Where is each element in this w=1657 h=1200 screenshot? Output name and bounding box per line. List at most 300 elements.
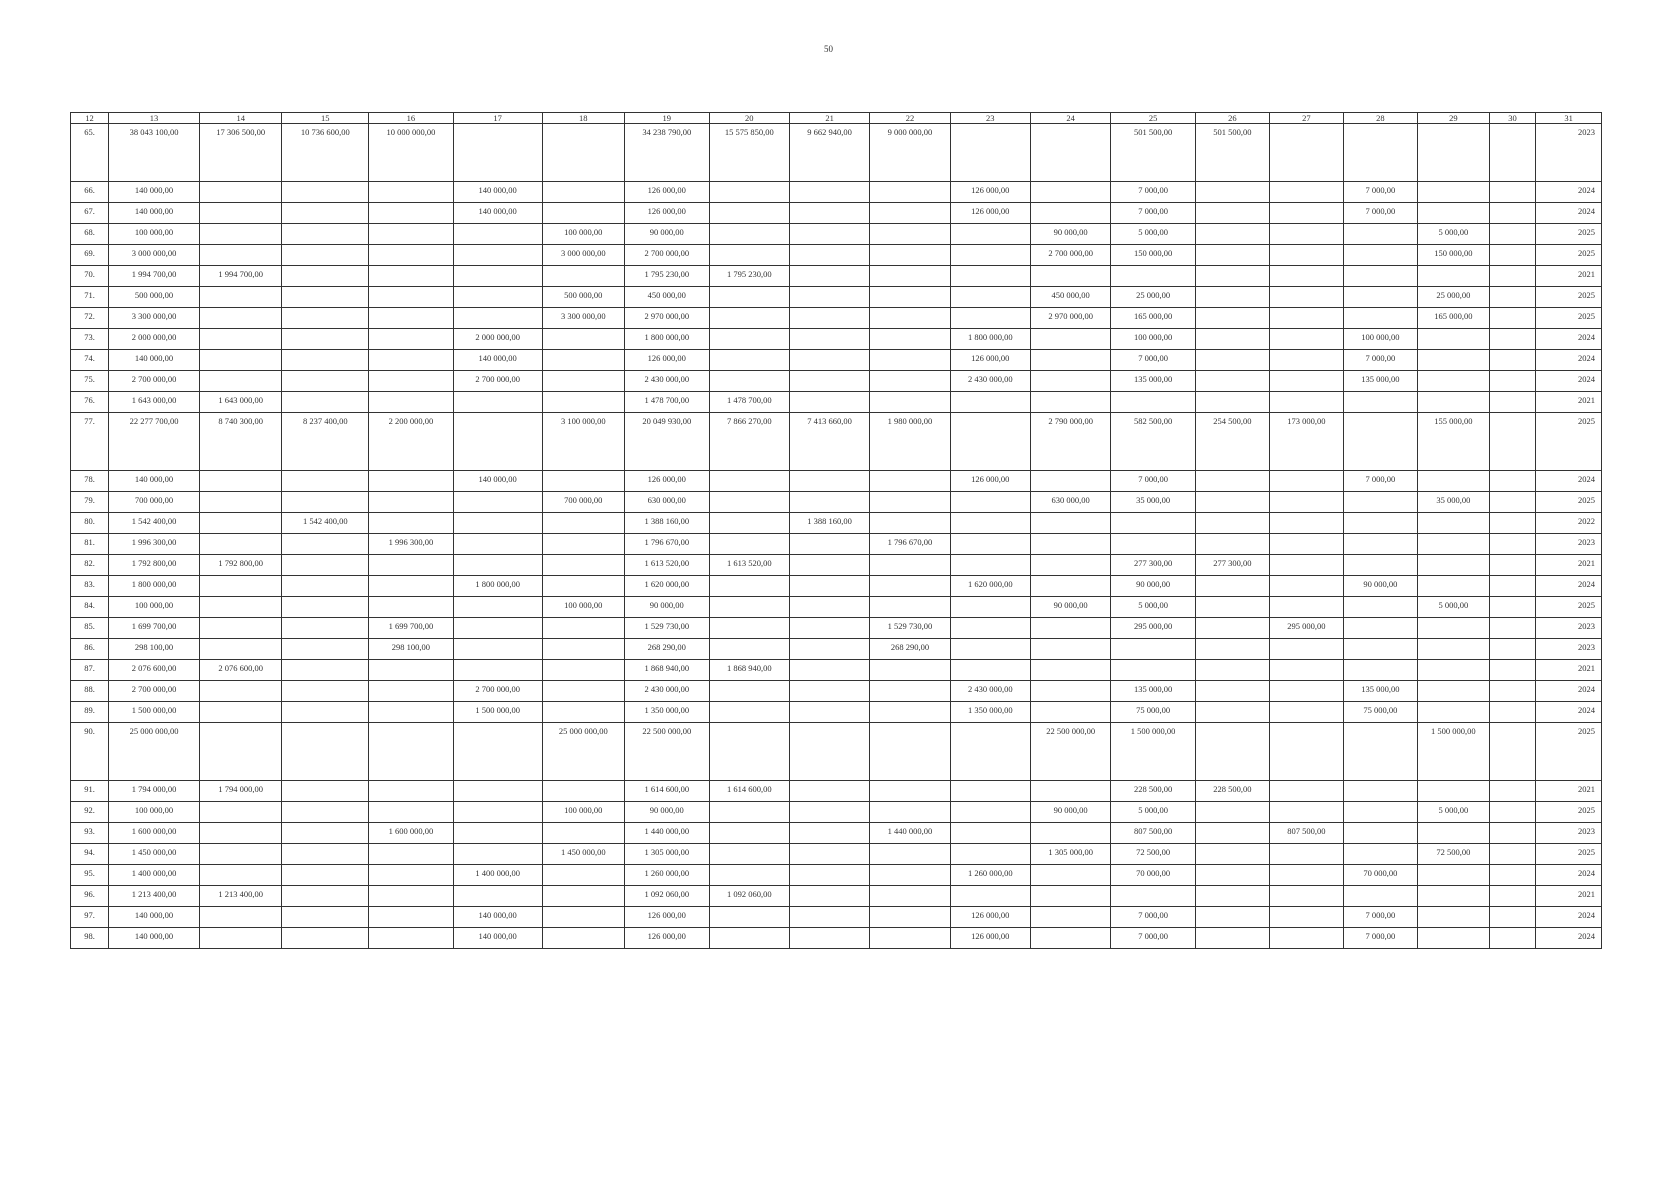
table-cell — [789, 823, 869, 844]
table-cell — [1489, 371, 1536, 392]
table-cell — [282, 492, 369, 513]
table-cell — [870, 844, 950, 865]
table-cell — [453, 308, 542, 329]
table-cell — [1489, 802, 1536, 823]
table-cell: 2 430 000,00 — [625, 681, 710, 702]
row-number-cell: 72. — [71, 308, 109, 329]
table-cell — [1269, 513, 1343, 534]
table-cell — [369, 802, 454, 823]
table-cell — [950, 492, 1030, 513]
table-cell — [1489, 513, 1536, 534]
table-cell — [369, 266, 454, 287]
table-cell — [1195, 660, 1269, 681]
table-cell — [1030, 618, 1110, 639]
table-cell — [870, 513, 950, 534]
table-cell — [282, 371, 369, 392]
table-cell — [542, 203, 624, 224]
table-cell — [1195, 329, 1269, 350]
table-cell — [1195, 865, 1269, 886]
column-number: 29 — [1417, 113, 1489, 124]
table-cell — [1489, 886, 1536, 907]
table-cell — [453, 660, 542, 681]
table-cell — [369, 182, 454, 203]
table-cell: 1 260 000,00 — [950, 865, 1030, 886]
column-number: 31 — [1536, 113, 1602, 124]
table-cell — [1195, 266, 1269, 287]
table-cell — [1030, 392, 1110, 413]
table-cell — [542, 618, 624, 639]
table-cell — [1269, 534, 1343, 555]
table-cell — [199, 865, 281, 886]
table-cell — [709, 513, 789, 534]
table-cell — [199, 802, 281, 823]
table-cell — [1489, 781, 1536, 802]
table-row — [71, 865, 1602, 886]
table-cell: 2025 — [1536, 844, 1602, 865]
table-cell — [1111, 392, 1196, 413]
table-cell: 2021 — [1536, 555, 1602, 576]
table-cell — [199, 203, 281, 224]
table-cell — [1195, 576, 1269, 597]
row-number-cell: 84. — [71, 597, 109, 618]
table-cell — [369, 576, 454, 597]
table-cell: 500 000,00 — [542, 287, 624, 308]
table-cell: 1 699 700,00 — [369, 618, 454, 639]
row-number-cell: 98. — [71, 928, 109, 949]
table-cell — [950, 886, 1030, 907]
table-cell: 25 000,00 — [1417, 287, 1489, 308]
table-cell: 1 792 800,00 — [109, 555, 200, 576]
table-cell: 126 000,00 — [625, 203, 710, 224]
table-cell — [1489, 660, 1536, 681]
table-cell — [950, 245, 1030, 266]
table-cell: 2024 — [1536, 907, 1602, 928]
row-number-cell: 97. — [71, 907, 109, 928]
table-cell — [282, 681, 369, 702]
table-cell — [1111, 513, 1196, 534]
table-cell — [1030, 886, 1110, 907]
table-cell — [1269, 555, 1343, 576]
table-cell — [709, 224, 789, 245]
table-cell — [870, 781, 950, 802]
table-cell — [1417, 203, 1489, 224]
table-cell — [1269, 287, 1343, 308]
table-cell — [542, 371, 624, 392]
table-row — [71, 823, 1602, 844]
table-cell: 5 000,00 — [1111, 597, 1196, 618]
table-cell — [369, 702, 454, 723]
table-cell — [542, 886, 624, 907]
table-row — [71, 639, 1602, 660]
table-cell — [1269, 802, 1343, 823]
table-cell: 2024 — [1536, 203, 1602, 224]
table-cell: 1 792 800,00 — [199, 555, 281, 576]
table-cell — [542, 513, 624, 534]
table-cell: 1 400 000,00 — [109, 865, 200, 886]
table-cell — [1417, 907, 1489, 928]
table-cell: 165 000,00 — [1417, 308, 1489, 329]
table-cell: 1 305 000,00 — [1030, 844, 1110, 865]
table-cell: 1 542 400,00 — [282, 513, 369, 534]
table-cell — [1489, 618, 1536, 639]
table-row — [71, 681, 1602, 702]
budget-table — [70, 112, 1602, 949]
table-cell: 140 000,00 — [453, 182, 542, 203]
table-row — [71, 513, 1602, 534]
table-cell — [1489, 350, 1536, 371]
table-cell — [870, 597, 950, 618]
table-cell — [870, 928, 950, 949]
table-cell — [870, 907, 950, 928]
table-cell: 10 000 000,00 — [369, 124, 454, 182]
table-cell: 7 000,00 — [1111, 203, 1196, 224]
table-cell — [709, 907, 789, 928]
table-cell: 140 000,00 — [453, 471, 542, 492]
column-number: 25 — [1111, 113, 1196, 124]
table-cell — [1030, 329, 1110, 350]
table-cell: 2 790 000,00 — [1030, 413, 1110, 471]
table-row — [71, 907, 1602, 928]
table-cell: 2 076 600,00 — [109, 660, 200, 681]
table-cell — [453, 844, 542, 865]
table-cell: 1 388 160,00 — [789, 513, 869, 534]
table-cell — [369, 287, 454, 308]
row-number-cell: 87. — [71, 660, 109, 681]
table-cell: 2 700 000,00 — [1030, 245, 1110, 266]
column-number: 12 — [71, 113, 109, 124]
table-cell: 100 000,00 — [109, 802, 200, 823]
table-cell — [1417, 350, 1489, 371]
table-cell — [789, 266, 869, 287]
table-cell: 1 643 000,00 — [199, 392, 281, 413]
table-cell — [542, 266, 624, 287]
row-number-cell: 71. — [71, 287, 109, 308]
table-cell — [282, 350, 369, 371]
table-cell — [1417, 329, 1489, 350]
table-cell: 1 620 000,00 — [625, 576, 710, 597]
table-cell — [453, 534, 542, 555]
table-cell — [1030, 266, 1110, 287]
table-cell — [1489, 308, 1536, 329]
table-cell: 1 613 520,00 — [709, 555, 789, 576]
table-cell: 2 200 000,00 — [369, 413, 454, 471]
table-cell — [1030, 865, 1110, 886]
table-cell — [1489, 182, 1536, 203]
table-cell: 1 800 000,00 — [625, 329, 710, 350]
table-cell — [709, 350, 789, 371]
table-cell: 254 500,00 — [1195, 413, 1269, 471]
column-number-row — [71, 113, 1602, 124]
table-cell — [542, 534, 624, 555]
table-cell — [789, 597, 869, 618]
table-cell: 1 996 300,00 — [369, 534, 454, 555]
table-cell — [453, 224, 542, 245]
table-cell: 1 388 160,00 — [625, 513, 710, 534]
table-cell: 2024 — [1536, 576, 1602, 597]
table-cell — [542, 182, 624, 203]
row-number-cell: 69. — [71, 245, 109, 266]
table-cell — [1195, 350, 1269, 371]
table-cell: 2024 — [1536, 329, 1602, 350]
table-cell — [199, 576, 281, 597]
row-number-cell: 95. — [71, 865, 109, 886]
table-cell — [1343, 224, 1417, 245]
table-cell — [1489, 681, 1536, 702]
table-cell: 2 000 000,00 — [453, 329, 542, 350]
table-cell: 2025 — [1536, 597, 1602, 618]
table-cell — [1489, 928, 1536, 949]
table-cell — [870, 182, 950, 203]
column-number: 16 — [369, 113, 454, 124]
table-cell: 140 000,00 — [453, 907, 542, 928]
table-cell — [870, 802, 950, 823]
table-cell: 1 450 000,00 — [542, 844, 624, 865]
row-number-cell: 92. — [71, 802, 109, 823]
table-cell — [1195, 618, 1269, 639]
table-cell — [709, 723, 789, 781]
table-cell — [369, 492, 454, 513]
table-cell — [1030, 907, 1110, 928]
table-cell: 126 000,00 — [625, 350, 710, 371]
table-cell — [453, 639, 542, 660]
column-number: 20 — [709, 113, 789, 124]
table-cell — [1489, 124, 1536, 182]
column-number: 14 — [199, 113, 281, 124]
table-row — [71, 371, 1602, 392]
table-cell — [870, 266, 950, 287]
table-cell — [542, 555, 624, 576]
table-cell: 2024 — [1536, 681, 1602, 702]
table-cell — [709, 471, 789, 492]
table-cell — [282, 308, 369, 329]
row-number-cell: 80. — [71, 513, 109, 534]
table-cell — [1030, 639, 1110, 660]
table-cell — [282, 224, 369, 245]
table-cell: 1 500 000,00 — [1417, 723, 1489, 781]
table-cell — [1343, 266, 1417, 287]
table-cell — [282, 471, 369, 492]
table-cell: 700 000,00 — [109, 492, 200, 513]
table-cell: 2024 — [1536, 371, 1602, 392]
table-cell — [1343, 823, 1417, 844]
table-cell: 135 000,00 — [1111, 371, 1196, 392]
table-cell — [542, 823, 624, 844]
table-cell — [1111, 266, 1196, 287]
table-cell — [789, 471, 869, 492]
table-cell — [789, 660, 869, 681]
table-cell: 2021 — [1536, 781, 1602, 802]
table-cell — [282, 823, 369, 844]
table-cell: 126 000,00 — [625, 182, 710, 203]
table-cell: 1 795 230,00 — [625, 266, 710, 287]
table-cell: 155 000,00 — [1417, 413, 1489, 471]
table-cell: 25 000 000,00 — [109, 723, 200, 781]
table-cell — [870, 660, 950, 681]
table-cell — [282, 555, 369, 576]
row-number-cell: 65. — [71, 124, 109, 182]
row-number-cell: 67. — [71, 203, 109, 224]
table-cell — [453, 555, 542, 576]
table-cell: 90 000,00 — [1111, 576, 1196, 597]
table-cell: 75 000,00 — [1343, 702, 1417, 723]
table-cell — [282, 639, 369, 660]
table-cell — [199, 513, 281, 534]
table-cell: 126 000,00 — [625, 907, 710, 928]
table-cell: 2024 — [1536, 182, 1602, 203]
table-cell: 7 000,00 — [1111, 928, 1196, 949]
table-cell — [1269, 392, 1343, 413]
table-cell — [789, 886, 869, 907]
table-cell: 150 000,00 — [1417, 245, 1489, 266]
table-cell: 2 700 000,00 — [453, 371, 542, 392]
table-cell: 1 450 000,00 — [109, 844, 200, 865]
row-number-cell: 70. — [71, 266, 109, 287]
table-cell — [1489, 702, 1536, 723]
table-cell — [1030, 660, 1110, 681]
table-cell: 2 700 000,00 — [109, 681, 200, 702]
row-number-cell: 73. — [71, 329, 109, 350]
table-cell: 1 796 670,00 — [625, 534, 710, 555]
table-cell — [1417, 639, 1489, 660]
table-cell — [369, 781, 454, 802]
table-cell — [789, 844, 869, 865]
table-cell — [1030, 124, 1110, 182]
table-cell: 126 000,00 — [950, 182, 1030, 203]
table-cell — [282, 182, 369, 203]
table-cell: 228 500,00 — [1195, 781, 1269, 802]
table-cell — [1489, 576, 1536, 597]
table-cell — [1417, 618, 1489, 639]
table-cell: 35 000,00 — [1417, 492, 1489, 513]
table-cell — [1489, 555, 1536, 576]
table-cell: 298 100,00 — [369, 639, 454, 660]
table-row — [71, 392, 1602, 413]
table-cell — [789, 182, 869, 203]
table-cell — [199, 534, 281, 555]
table-cell: 1 800 000,00 — [950, 329, 1030, 350]
table-cell: 1 620 000,00 — [950, 576, 1030, 597]
table-cell: 1 800 000,00 — [453, 576, 542, 597]
table-cell — [1195, 182, 1269, 203]
table-cell: 1 213 400,00 — [109, 886, 200, 907]
table-cell: 2 076 600,00 — [199, 660, 281, 681]
row-number-cell: 86. — [71, 639, 109, 660]
table-cell — [282, 802, 369, 823]
table-cell — [1489, 245, 1536, 266]
row-number-cell: 78. — [71, 471, 109, 492]
table-cell — [369, 371, 454, 392]
table-cell: 165 000,00 — [1111, 308, 1196, 329]
table-cell: 1 500 000,00 — [1111, 723, 1196, 781]
table-cell — [1269, 928, 1343, 949]
column-number: 28 — [1343, 113, 1417, 124]
table-cell: 140 000,00 — [453, 350, 542, 371]
table-cell — [1343, 597, 1417, 618]
table-cell — [453, 723, 542, 781]
table-cell — [950, 124, 1030, 182]
table-cell — [1030, 203, 1110, 224]
table-cell: 7 000,00 — [1343, 203, 1417, 224]
table-cell — [1195, 702, 1269, 723]
column-number: 19 — [625, 113, 710, 124]
table-cell — [789, 224, 869, 245]
table-cell: 2 700 000,00 — [109, 371, 200, 392]
table-cell — [199, 639, 281, 660]
table-cell — [709, 182, 789, 203]
table-cell: 2025 — [1536, 224, 1602, 245]
table-cell — [789, 576, 869, 597]
table-cell: 3 000 000,00 — [109, 245, 200, 266]
column-number: 15 — [282, 113, 369, 124]
table-cell: 2023 — [1536, 639, 1602, 660]
table-cell — [369, 555, 454, 576]
column-number: 30 — [1489, 113, 1536, 124]
row-number-cell: 81. — [71, 534, 109, 555]
table-cell — [1489, 266, 1536, 287]
table-cell — [1111, 534, 1196, 555]
table-cell — [950, 660, 1030, 681]
table-cell: 25 000,00 — [1111, 287, 1196, 308]
table-cell — [1417, 660, 1489, 681]
table-cell — [789, 928, 869, 949]
table-cell: 582 500,00 — [1111, 413, 1196, 471]
table-cell: 22 277 700,00 — [109, 413, 200, 471]
table-cell: 1 260 000,00 — [625, 865, 710, 886]
table-cell — [369, 513, 454, 534]
table-cell — [199, 245, 281, 266]
table-cell: 7 000,00 — [1343, 928, 1417, 949]
table-cell: 173 000,00 — [1269, 413, 1343, 471]
table-cell: 100 000,00 — [1343, 329, 1417, 350]
table-cell — [950, 723, 1030, 781]
table-cell — [1195, 308, 1269, 329]
table-cell: 126 000,00 — [625, 471, 710, 492]
table-cell: 500 000,00 — [109, 287, 200, 308]
table-row — [71, 350, 1602, 371]
table-cell: 3 300 000,00 — [542, 308, 624, 329]
table-cell — [542, 781, 624, 802]
table-cell — [950, 781, 1030, 802]
table-cell — [1417, 266, 1489, 287]
table-cell — [1417, 702, 1489, 723]
table-cell — [950, 392, 1030, 413]
table-cell: 2024 — [1536, 865, 1602, 886]
table-cell: 268 290,00 — [625, 639, 710, 660]
table-cell — [1489, 534, 1536, 555]
table-cell — [1195, 203, 1269, 224]
table-row — [71, 413, 1602, 471]
table-cell: 140 000,00 — [453, 203, 542, 224]
table-cell — [453, 124, 542, 182]
table-cell — [1489, 287, 1536, 308]
table-cell: 1 400 000,00 — [453, 865, 542, 886]
table-cell: 2 700 000,00 — [453, 681, 542, 702]
table-cell — [542, 928, 624, 949]
row-number-cell: 93. — [71, 823, 109, 844]
table-cell — [369, 329, 454, 350]
table-cell — [1417, 371, 1489, 392]
table-cell — [1343, 413, 1417, 471]
table-cell — [1417, 823, 1489, 844]
table-cell: 2025 — [1536, 245, 1602, 266]
table-cell — [1269, 639, 1343, 660]
table-cell — [1030, 371, 1110, 392]
table-cell: 2023 — [1536, 823, 1602, 844]
table-cell — [1111, 639, 1196, 660]
table-cell — [1030, 681, 1110, 702]
table-row — [71, 245, 1602, 266]
table-cell — [542, 576, 624, 597]
